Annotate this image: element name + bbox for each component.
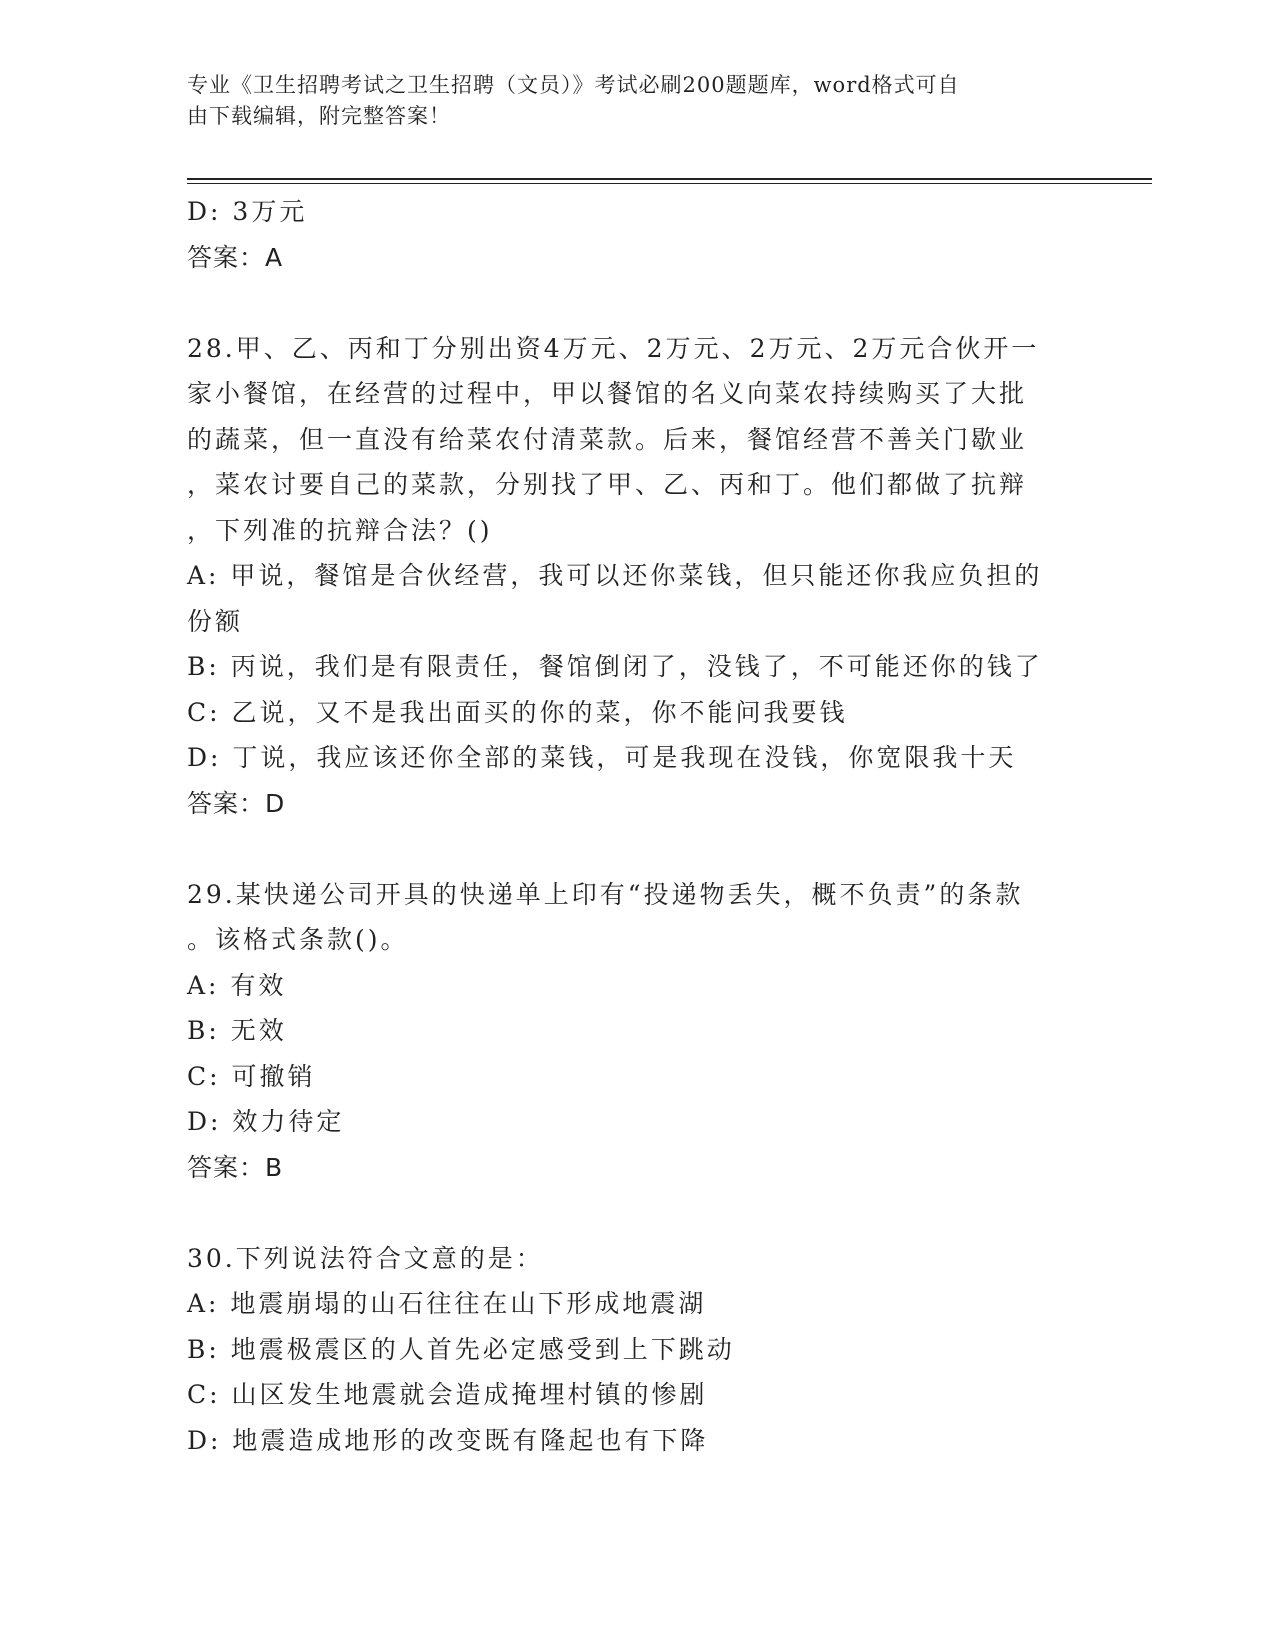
header-divider-thin bbox=[187, 183, 1152, 184]
q28-stem-line-4: ，菜农讨要自己的菜款，分别找了甲、乙、丙和丁。他们都做了抗辩 bbox=[187, 470, 1028, 499]
q27-answer: 答案：A bbox=[187, 242, 284, 272]
q29-answer: 答案：B bbox=[187, 1152, 284, 1182]
spacer bbox=[187, 1190, 1087, 1236]
q28-stem-line-5: ，下列准的抗辩合法？() bbox=[187, 515, 493, 545]
q29-option-b: B: 无效 bbox=[187, 1016, 287, 1045]
q29-stem-line-2: 。该格式条款()。 bbox=[187, 925, 409, 954]
question-28 bbox=[187, 326, 1087, 827]
q28-option-b: B: 丙说，我们是有限责任，餐馆倒闭了，没钱了，不可能还你的钱了 bbox=[187, 652, 1043, 681]
q28-option-d: D: 丁说，我应该还你全部的菜钱，可是我现在没钱，你宽限我十天 bbox=[187, 743, 1017, 772]
q30-option-a: A: 地震崩塌的山石往往在山下形成地震湖 bbox=[187, 1289, 707, 1318]
q28-option-c: C: 乙说，又不是我出面买的你的菜，你不能问我要钱 bbox=[187, 697, 848, 727]
header-line-2: 由下载编辑，附完整答案！ bbox=[187, 104, 451, 128]
q30-option-b: B: 地震极震区的人首先必定感受到上下跳动 bbox=[187, 1334, 735, 1364]
question-30 bbox=[187, 1236, 1087, 1464]
q29-option-a: A: 有效 bbox=[187, 970, 287, 1000]
q28-stem-line-1: 28.甲、乙、丙和丁分别出资4万元、2万元、2万元、2万元合伙开一 bbox=[187, 333, 1040, 363]
q29-stem-line-1: 29.某快递公司开具的快递单上印有“投递物丢失，概不负责”的条款 bbox=[187, 879, 1024, 909]
q28-stem-line-2: 家小餐馆，在经营的过程中，甲以餐馆的名义向菜农持续购买了大批 bbox=[187, 379, 1028, 408]
header-line-1: 专业《卫生招聘考试之卫生招聘（文员）》考试必刷200题题库，word格式可自 bbox=[187, 73, 960, 97]
q29-option-c: C: 可撤销 bbox=[187, 1061, 316, 1091]
q28-option-a-line-1: A: 甲说，餐馆是合伙经营，我可以还你菜钱，但只能还你我应负担的 bbox=[187, 561, 1043, 590]
q28-stem-line-3: 的蔬菜，但一直没有给菜农付清菜款。后来，餐馆经营不善关门歇业 bbox=[187, 424, 1028, 454]
question-27-tail bbox=[187, 189, 1087, 280]
q27-option-d: D: 3万元 bbox=[187, 197, 308, 226]
q28-option-a-line-2: 份额 bbox=[187, 606, 244, 636]
q30-option-c: C: 山区发生地震就会造成掩埋村镇的惨剧 bbox=[187, 1380, 708, 1409]
q29-option-d: D: 效力待定 bbox=[187, 1107, 345, 1136]
spacer bbox=[187, 826, 1087, 872]
q30-option-d: D: 地震造成地形的改变既有隆起也有下降 bbox=[187, 1425, 709, 1455]
question-29 bbox=[187, 872, 1087, 1191]
document-header bbox=[187, 70, 1087, 132]
header-divider-thick bbox=[187, 178, 1152, 180]
spacer bbox=[187, 280, 1087, 326]
q28-answer: 答案：D bbox=[187, 788, 286, 818]
q30-stem: 30.下列说法符合文意的是： bbox=[187, 1243, 544, 1273]
document-body bbox=[187, 189, 1087, 1463]
